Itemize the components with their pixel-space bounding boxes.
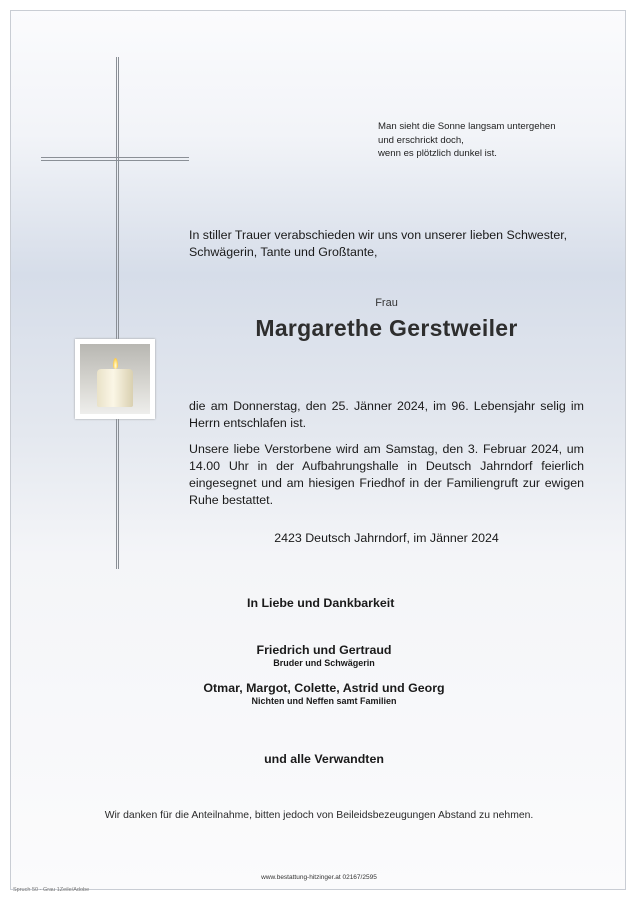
poem-line-3: wenn es plötzlich dunkel ist. xyxy=(378,148,497,159)
intro-text: In stiller Trauer verabschieden wir uns von unserer lieben Schwester, Schwägerin, Tante und Großtante, xyxy=(189,228,568,259)
mourner-relation: Bruder und Schwägerin xyxy=(273,658,375,668)
relatives-text: und alle Verwandten xyxy=(264,752,384,766)
deceased-name: Margarethe Gerstweiler xyxy=(255,315,518,341)
funeral-notice: Unsere liebe Verstorbene wird am Samstag, den 3. Februar 2024, um 14.00 Uhr in der Aufbahrungshalle in Deutsch Jahrndorf feierlich eingesegnet und am hiesigen Friedhof in der Familiengruft zur ewigen Ruhe bestattet. xyxy=(189,442,584,507)
candle-photo-background xyxy=(80,344,150,414)
candle-icon xyxy=(97,369,133,407)
poem-line-1: Man sieht die Sonne langsam untergehen xyxy=(378,121,556,132)
mourner-group xyxy=(191,642,457,669)
mourner-relation: Nichten und Neffen samt Familien xyxy=(251,696,397,706)
place-date: 2423 Deutsch Jahrndorf, im Jänner 2024 xyxy=(274,531,499,545)
mourner-names: Otmar, Margot, Colette, Astrid und Georg xyxy=(203,681,445,695)
footer-note: Spruch 50 - Grau 1Zeile/Adobe xyxy=(13,887,90,893)
mourner-group xyxy=(191,680,457,707)
thanks-text: Wir danken für die Anteilnahme, bitten jedoch von Beileidsbezeugungen Abstand zu nehmen. xyxy=(104,810,534,821)
poem-line-2: und erschrickt doch, xyxy=(378,134,464,146)
cross-horizontal-beam xyxy=(41,157,189,161)
death-notice: die am Donnerstag, den 25. Jänner 2024, im 96. Lebensjahr selig im Herrn entschlafen ist. xyxy=(189,399,584,430)
mourner-names: Friedrich und Gertraud xyxy=(256,643,392,657)
poem xyxy=(378,120,556,161)
cross-vertical-beam xyxy=(116,57,119,569)
obituary-card xyxy=(10,10,626,890)
candle-photo xyxy=(75,339,155,419)
flame-icon xyxy=(113,358,118,369)
salutation: Frau xyxy=(375,297,398,309)
website-contact: www.bestattung-hitzinger.at 02167/2595 xyxy=(261,874,377,881)
closing-text: In Liebe und Dankbarkeit xyxy=(247,596,395,610)
